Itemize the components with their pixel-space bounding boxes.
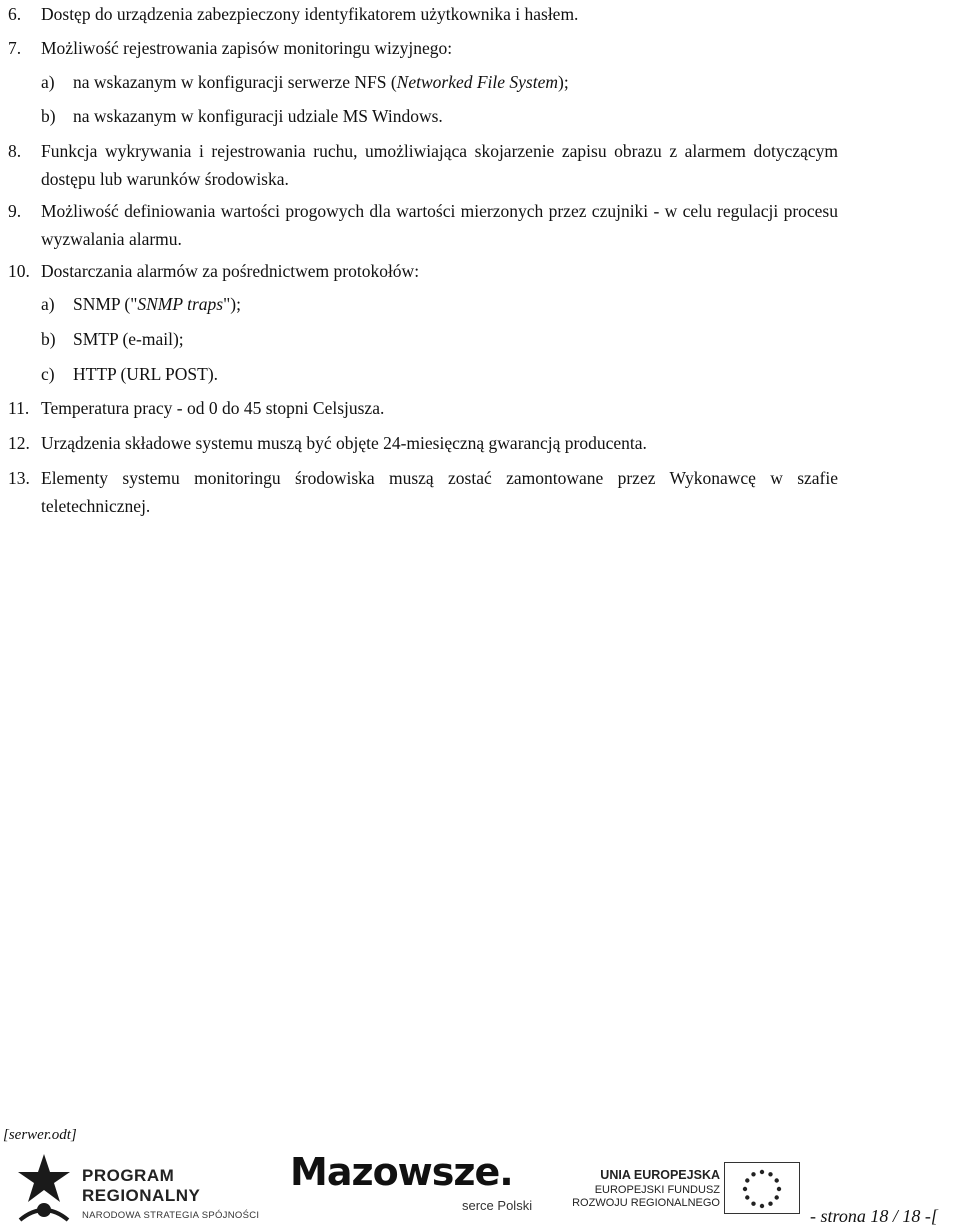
program-line1: PROGRAM <box>82 1166 175 1185</box>
list-item-7 <box>8 34 838 62</box>
list-item-12 <box>8 429 838 457</box>
item-number: 11. <box>8 398 30 418</box>
item-number: 10. <box>8 261 30 281</box>
item-number: 6. <box>8 4 22 24</box>
sub-item-text: na wskazanym w konfiguracji serwerze NFS (Networked File System); <box>73 72 569 92</box>
sub-item-7b <box>41 102 831 130</box>
item-number: 13. <box>8 468 30 488</box>
file-name-label: [serwer.odt] <box>3 1127 77 1143</box>
eu-logo <box>572 1160 802 1220</box>
sub-item-text: HTTP (URL POST). <box>73 364 219 384</box>
item-text: Urządzenia składowe systemu muszą być objęte 24-miesięczną gwarancją producenta. <box>41 433 647 453</box>
item-number: 7. <box>8 38 22 58</box>
star-figure-icon <box>14 1150 74 1224</box>
item-text: Funkcja wykrywania i rejestrowania ruchu, umożliwiająca skojarzenie zapisu obrazu z alarmem dotyczącym dostępu lub warunków środowiska. <box>41 141 838 189</box>
sub-item-letter: b) <box>41 329 56 349</box>
sub-item-letter: a) <box>41 72 55 92</box>
item-text: Możliwość definiowania wartości progowych dla wartości mierzonych przez czujniki - w celu regulacji procesu wyzwalania alarmu. <box>41 201 838 249</box>
item-text: Dostęp do urządzenia zabezpieczony identyfikatorem użytkownika i hasłem. <box>41 4 579 24</box>
list-item-9 <box>8 197 838 253</box>
sub-item-10b <box>41 325 831 353</box>
list-item-10 <box>8 257 838 285</box>
list-item-6 <box>8 0 838 28</box>
program-line3: NARODOWA STRATEGIA SPÓJNOŚCI <box>82 1210 260 1221</box>
program-line2: REGIONALNY <box>82 1186 201 1205</box>
eu-line2: EUROPEJSKI FUNDUSZ <box>594 1184 720 1196</box>
item-number: 8. <box>8 141 22 161</box>
item-number: 12. <box>8 433 30 453</box>
sub-item-text: na wskazanym w konfiguracji udziale MS Windows. <box>73 106 443 126</box>
program-regionalny-logo <box>14 1150 264 1224</box>
sub-item-7a <box>41 68 831 96</box>
mazowsze-wordmark: Mazowsze. <box>290 1150 513 1194</box>
item-text: Elementy systemu monitoringu środowiska muszą zostać zamontowane przez Wykonawcę w szafie teletechnicznej. <box>41 468 838 516</box>
sub-item-letter: c) <box>41 364 55 384</box>
sub-item-10c <box>41 360 831 388</box>
item-text: Dostarczania alarmów za pośrednictwem protokołów: <box>41 261 420 281</box>
mazowsze-logo <box>290 1150 550 1224</box>
eu-line3: ROZWOJU REGIONALNEGO <box>572 1197 720 1209</box>
list-item-13 <box>8 464 838 520</box>
sub-item-letter: a) <box>41 294 55 314</box>
list-item-8 <box>8 137 838 193</box>
item-number: 9. <box>8 201 22 221</box>
list-item-11 <box>8 394 838 422</box>
sub-item-letter: b) <box>41 106 56 126</box>
sub-item-text: SNMP ("SNMP traps"); <box>73 294 241 314</box>
eu-flag-icon <box>724 1162 800 1214</box>
sub-item-text: SMTP (e-mail); <box>73 329 184 349</box>
eu-line1: UNIA EUROPEJSKA <box>600 1168 720 1182</box>
page-number: - strona 18 / 18 -[ <box>810 1206 938 1226</box>
sub-item-10a <box>41 290 831 318</box>
item-text: Temperatura pracy - od 0 do 45 stopni Celsjusza. <box>41 398 385 418</box>
mazowsze-tagline: serce Polski <box>462 1198 533 1213</box>
item-text: Możliwość rejestrowania zapisów monitoringu wizyjnego: <box>41 38 453 58</box>
